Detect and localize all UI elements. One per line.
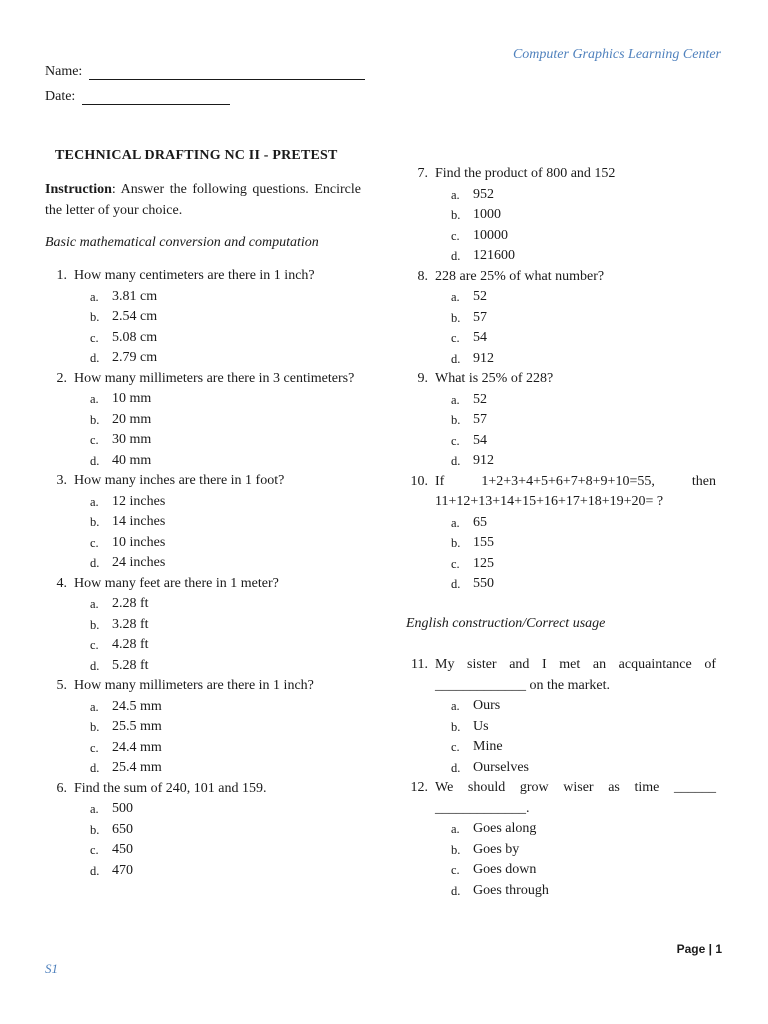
answer-option xyxy=(451,860,716,881)
answer-option xyxy=(451,554,716,575)
option-letter: a. xyxy=(90,392,99,406)
option-text: 25.4 mm xyxy=(112,760,162,775)
option-letter: b. xyxy=(90,617,100,632)
option-text: 2.54 cm xyxy=(112,309,158,324)
answer-option xyxy=(90,758,361,779)
question-text: How many centimeters are there in 1 inch? xyxy=(74,268,315,283)
option-list xyxy=(90,697,361,779)
page-title: TECHNICAL DRAFTING NC II - PRETEST xyxy=(55,148,338,163)
question-row xyxy=(406,267,716,288)
option-letter: c. xyxy=(451,228,460,243)
answer-option xyxy=(451,226,716,247)
answer-option xyxy=(451,205,716,226)
option-letter: c. xyxy=(451,331,460,345)
question-row xyxy=(406,369,716,390)
option-list xyxy=(90,492,361,574)
question-text: We should grow wiser as time ______ _____________. xyxy=(435,780,716,816)
option-letter: a. xyxy=(90,597,99,611)
answer-option xyxy=(451,390,716,411)
option-letter: d. xyxy=(451,351,461,366)
answer-option xyxy=(451,881,716,902)
option-text: 30 mm xyxy=(112,432,152,447)
answer-option xyxy=(90,389,361,410)
option-letter: a. xyxy=(451,392,460,407)
option-letter: c. xyxy=(90,740,99,755)
option-letter: b. xyxy=(451,413,461,427)
option-letter: d. xyxy=(90,658,100,673)
answer-option xyxy=(451,185,716,206)
question-number: 5. xyxy=(56,678,67,693)
left-question-list xyxy=(45,266,361,881)
question-number: 9. xyxy=(417,371,428,386)
question-text: How many inches are there in 1 foot? xyxy=(74,473,285,488)
option-letter: b. xyxy=(451,310,461,325)
answer-option xyxy=(451,819,716,840)
option-letter: c. xyxy=(90,843,99,857)
name-line xyxy=(89,65,365,80)
option-letter: d. xyxy=(451,883,461,898)
option-letter: c. xyxy=(451,433,460,448)
answer-option xyxy=(90,287,361,308)
option-text: 54 xyxy=(473,330,487,345)
option-text: Ours xyxy=(473,698,501,713)
question-number: 1. xyxy=(56,268,67,283)
option-list xyxy=(451,390,716,472)
answer-option xyxy=(90,820,361,841)
option-letter: c. xyxy=(90,638,99,652)
option-text: 20 mm xyxy=(112,411,152,427)
question-row xyxy=(45,471,361,492)
question-number: 2. xyxy=(56,370,67,386)
question-item xyxy=(45,369,361,472)
answer-option xyxy=(90,533,361,554)
date-label: Date: xyxy=(45,89,76,104)
answer-option xyxy=(90,635,361,656)
answer-option xyxy=(451,328,716,349)
option-letter: c. xyxy=(451,740,460,754)
option-letter: d. xyxy=(451,760,461,775)
option-text: 10 mm xyxy=(112,391,152,406)
question-number: 7. xyxy=(417,166,428,181)
right-question-list-b xyxy=(406,655,716,901)
option-letter: a. xyxy=(451,515,460,530)
option-list xyxy=(451,819,716,901)
option-letter: a. xyxy=(90,494,99,509)
option-letter: a. xyxy=(451,699,460,713)
option-text: 5.08 cm xyxy=(112,329,158,345)
question-item xyxy=(406,267,716,370)
name-label: Name: xyxy=(45,64,83,79)
option-list xyxy=(90,287,361,369)
answer-option xyxy=(451,451,716,472)
org-header: Computer Graphics Learning Center xyxy=(512,47,721,62)
answer-option xyxy=(451,696,716,717)
question-number: 12. xyxy=(410,780,428,795)
option-letter: b. xyxy=(90,310,100,324)
option-letter: b. xyxy=(90,822,100,837)
question-row xyxy=(45,779,361,800)
answer-option xyxy=(451,840,716,861)
question-item xyxy=(406,778,716,901)
question-item xyxy=(406,164,716,267)
answer-option xyxy=(90,348,361,369)
option-text: 3.28 ft xyxy=(112,616,149,632)
option-text: 1000 xyxy=(473,207,501,222)
question-text: How many millimeters are there in 3 centimeters? xyxy=(74,370,355,386)
answer-option xyxy=(90,861,361,882)
answer-option xyxy=(451,533,716,554)
option-text: 54 xyxy=(473,432,487,448)
answer-option xyxy=(90,451,361,472)
option-letter: a. xyxy=(90,699,99,714)
option-text: 52 xyxy=(473,289,487,304)
question-item xyxy=(406,369,716,472)
option-text: 14 inches xyxy=(112,514,166,529)
question-item xyxy=(45,471,361,574)
answer-option xyxy=(90,738,361,759)
answer-option xyxy=(90,594,361,615)
option-text: 550 xyxy=(473,576,494,591)
option-text: 57 xyxy=(473,412,487,427)
answer-option xyxy=(451,410,716,431)
answer-option xyxy=(451,574,716,595)
option-text: 10000 xyxy=(473,227,508,243)
answer-option xyxy=(90,656,361,677)
instruction xyxy=(45,179,361,221)
option-text: 52 xyxy=(473,391,487,407)
option-letter: b. xyxy=(90,720,100,734)
question-item xyxy=(45,574,361,677)
question-text: 228 are 25% of what number? xyxy=(435,268,605,284)
option-text: 24 inches xyxy=(112,555,166,570)
answer-option xyxy=(90,307,361,328)
answer-option xyxy=(90,512,361,533)
option-letter: a. xyxy=(451,822,460,836)
answer-option xyxy=(90,430,361,451)
option-list xyxy=(451,696,716,778)
option-text: Goes by xyxy=(473,841,520,857)
option-text: Us xyxy=(473,718,489,734)
question-row xyxy=(45,369,361,390)
question-text: Find the sum of 240, 101 and 159. xyxy=(74,780,267,796)
answer-option xyxy=(90,615,361,636)
answer-option xyxy=(90,492,361,513)
question-row xyxy=(406,164,716,185)
option-text: 25.5 mm xyxy=(112,719,162,734)
question-number: 11. xyxy=(411,657,428,672)
option-text: 57 xyxy=(473,309,487,325)
option-text: Goes through xyxy=(473,882,549,898)
right-question-list-a xyxy=(406,164,716,595)
option-letter: c. xyxy=(90,433,99,447)
answer-option xyxy=(451,717,716,738)
option-text: Goes along xyxy=(473,821,537,836)
question-row xyxy=(45,266,361,287)
answer-option xyxy=(90,553,361,574)
option-text: 155 xyxy=(473,535,494,550)
answer-option xyxy=(90,328,361,349)
option-text: 2.28 ft xyxy=(112,596,149,611)
date-line xyxy=(82,90,230,105)
option-letter: d. xyxy=(90,761,100,775)
option-text: 121600 xyxy=(473,248,515,263)
answer-option xyxy=(90,410,361,431)
answer-option xyxy=(451,737,716,758)
option-list xyxy=(451,513,716,595)
question-text: My sister and I met an acquaintance of _____________ on the market. xyxy=(435,657,716,693)
option-text: 650 xyxy=(112,821,133,837)
option-text: Ourselves xyxy=(473,759,529,775)
option-letter: d. xyxy=(451,577,461,591)
option-letter: c. xyxy=(90,330,99,345)
question-text: How many feet are there in 1 meter? xyxy=(74,575,279,591)
option-text: 912 xyxy=(473,453,494,468)
option-letter: d. xyxy=(451,454,461,468)
question-text: Find the product of 800 and 152 xyxy=(435,166,616,181)
option-text: 5.28 ft xyxy=(112,657,149,673)
question-number: 10. xyxy=(410,473,428,489)
option-list xyxy=(451,185,716,267)
answer-option xyxy=(90,717,361,738)
question-text: How many millimeters are there in 1 inch? xyxy=(74,678,314,693)
section-heading-math: Basic mathematical conversion and computation xyxy=(45,235,319,250)
question-number: 8. xyxy=(417,268,428,284)
option-letter: b. xyxy=(451,536,461,550)
option-text: 450 xyxy=(112,842,133,857)
answer-option xyxy=(451,758,716,779)
instruction-label: Instruction xyxy=(45,182,112,197)
option-text: 2.79 cm xyxy=(112,350,158,365)
footer-code: S1 xyxy=(45,961,58,976)
option-letter: d. xyxy=(90,556,100,570)
option-letter: b. xyxy=(90,412,100,427)
answer-option xyxy=(451,349,716,370)
name-field xyxy=(45,64,365,80)
question-item xyxy=(45,676,361,779)
option-text: 912 xyxy=(473,350,494,366)
question-item xyxy=(45,266,361,369)
option-letter: b. xyxy=(451,842,461,857)
option-letter: c. xyxy=(451,863,460,877)
option-letter: d. xyxy=(90,453,100,468)
option-text: 40 mm xyxy=(112,452,152,468)
question-row xyxy=(406,778,716,819)
option-letter: a. xyxy=(90,802,99,816)
answer-option xyxy=(451,308,716,329)
option-letter: a. xyxy=(451,187,460,202)
option-letter: d. xyxy=(451,249,461,263)
question-item xyxy=(45,779,361,882)
instruction-text: : Answer the following questions. Encircle the letter of your choice. xyxy=(45,182,361,218)
option-list xyxy=(451,287,716,369)
answer-option xyxy=(451,431,716,452)
question-number: 4. xyxy=(56,575,67,591)
option-list xyxy=(90,389,361,471)
option-text: 3.81 cm xyxy=(112,288,158,304)
option-text: 952 xyxy=(473,186,494,202)
question-row xyxy=(45,574,361,595)
date-field xyxy=(45,89,230,105)
option-text: 65 xyxy=(473,514,487,530)
answer-option xyxy=(90,799,361,820)
answer-option xyxy=(90,840,361,861)
question-row xyxy=(45,676,361,697)
option-text: 10 inches xyxy=(112,534,166,550)
option-text: 500 xyxy=(112,801,133,816)
page-number: Page | 1 xyxy=(676,942,722,956)
question-number: 3. xyxy=(56,473,67,488)
option-letter: c. xyxy=(451,556,460,571)
option-letter: d. xyxy=(90,863,100,878)
option-list xyxy=(90,799,361,881)
question-number: 6. xyxy=(56,780,67,796)
option-text: 470 xyxy=(112,862,133,878)
option-text: 12 inches xyxy=(112,493,166,509)
question-text: What is 25% of 228? xyxy=(435,371,554,386)
option-letter: a. xyxy=(451,290,460,304)
answer-option xyxy=(90,697,361,718)
answer-option xyxy=(451,246,716,267)
question-item xyxy=(406,655,716,778)
option-letter: d. xyxy=(90,351,100,365)
option-text: Goes down xyxy=(473,862,537,877)
option-text: 24.4 mm xyxy=(112,739,162,755)
option-text: Mine xyxy=(473,739,503,754)
option-letter: b. xyxy=(90,515,100,529)
option-letter: b. xyxy=(451,719,461,734)
section-heading-english: English construction/Correct usage xyxy=(406,616,606,631)
question-text: If 1+2+3+4+5+6+7+8+9+10=55, then 11+12+13+14+15+16+17+18+19+20= ? xyxy=(435,473,716,509)
question-row xyxy=(406,655,716,696)
option-letter: a. xyxy=(90,289,99,304)
answer-option xyxy=(451,513,716,534)
answer-option xyxy=(451,287,716,308)
question-item xyxy=(406,472,716,595)
option-text: 125 xyxy=(473,555,494,571)
option-text: 24.5 mm xyxy=(112,698,162,714)
option-letter: c. xyxy=(90,535,99,550)
option-text: 4.28 ft xyxy=(112,637,149,652)
question-row xyxy=(406,472,716,513)
option-list xyxy=(90,594,361,676)
option-letter: b. xyxy=(451,208,461,222)
